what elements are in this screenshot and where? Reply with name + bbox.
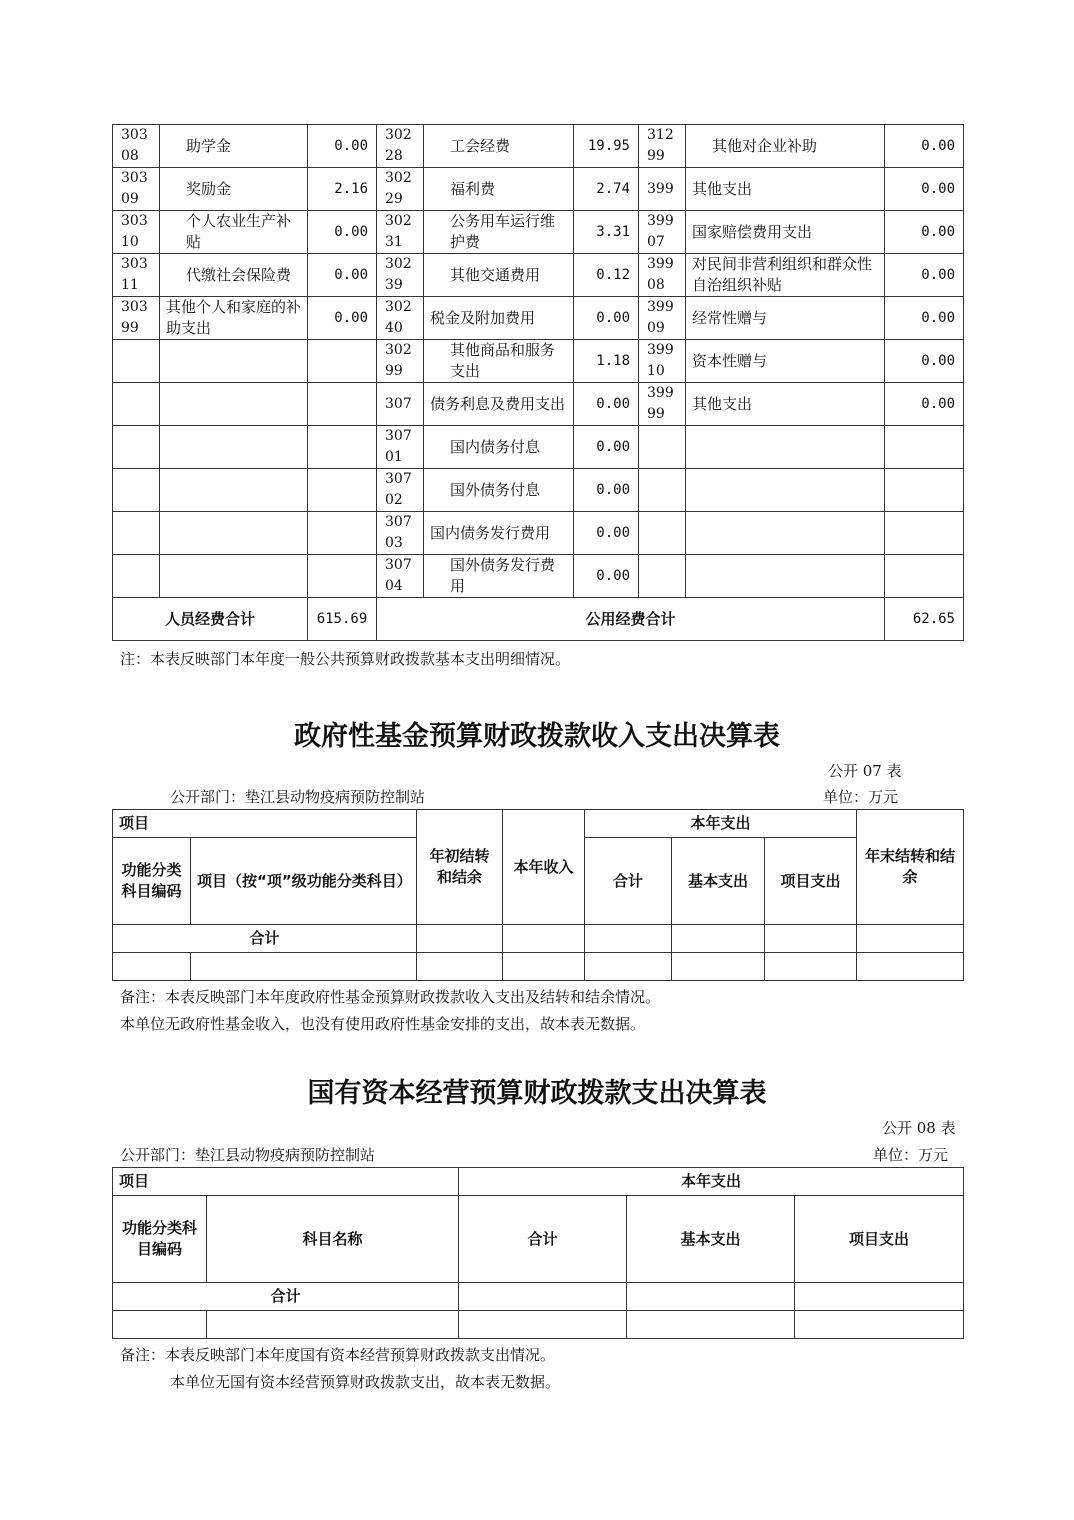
cell-c2: 30704 — [377, 555, 424, 598]
cell-n3: 其他支出 — [686, 383, 885, 426]
cell-v1: 0.00 — [308, 297, 377, 340]
cell-n2: 国外债务付息 — [424, 469, 574, 512]
cell-v1: 0.00 — [308, 254, 377, 297]
cell-v2: 2.74 — [574, 168, 639, 211]
cell-c1 — [113, 512, 160, 555]
cell-c2: 30239 — [377, 254, 424, 297]
t2-header-code: 功能分类科目编码 — [113, 838, 191, 925]
table-row — [113, 125, 964, 168]
table2-form-no: 公开 07 表 — [828, 762, 902, 780]
cell-v2: 19.95 — [574, 125, 639, 168]
cell-v1 — [308, 512, 377, 555]
cell-v2: 0.12 — [574, 254, 639, 297]
cell-v2: 0.00 — [574, 555, 639, 598]
cell-n3: 对民间非营利组织和群众性自治组织补贴 — [686, 254, 885, 297]
t3-header-name: 科目名称 — [207, 1196, 459, 1283]
cell-n3: 其他对企业补助 — [686, 125, 885, 168]
cell-n2: 国内债务付息 — [424, 426, 574, 469]
t2-header-expense: 本年支出 — [585, 810, 857, 838]
public-total-label: 公用经费合计 — [377, 598, 885, 641]
cell-c3 — [639, 555, 686, 598]
state-capital-table — [112, 1167, 964, 1339]
table3-note1: 备注：本表反映部门本年度国有资本经营预算财政拨款支出情况。 — [120, 1346, 556, 1364]
public-total-value: 62.65 — [885, 598, 964, 641]
cell-c2: 307 — [377, 383, 424, 426]
table2-title: 政府性基金预算财政拨款收入支出决算表 — [294, 721, 780, 752]
table-row — [113, 555, 964, 598]
cell-c3: 39908 — [639, 254, 686, 297]
basic-expense-detail-table — [112, 124, 964, 641]
cell-c1: 30308 — [113, 125, 160, 168]
cell-n1: 奖励金 — [160, 168, 308, 211]
cell-v3: 0.00 — [885, 168, 964, 211]
cell-c3 — [639, 469, 686, 512]
cell-c2: 30701 — [377, 426, 424, 469]
cell-v1: 0.00 — [308, 211, 377, 254]
cell-v3: 0.00 — [885, 125, 964, 168]
table3-title: 国有资本经营预算财政拨款支出决算表 — [307, 1078, 767, 1109]
cell-c3: 399 — [639, 168, 686, 211]
cell-n1 — [160, 383, 308, 426]
cell-n1 — [160, 340, 308, 383]
cell-c2: 30299 — [377, 340, 424, 383]
table-row — [113, 469, 964, 512]
cell-v2: 0.00 — [574, 426, 639, 469]
cell-n1 — [160, 426, 308, 469]
personnel-total-value: 615.69 — [308, 598, 377, 641]
t2-header-begin: 年初结转和结余 — [417, 810, 503, 925]
cell-v3 — [885, 555, 964, 598]
table2-unit: 单位：万元 — [823, 788, 899, 806]
t2-header-end: 年末结转和结余 — [857, 810, 964, 925]
cell-n1: 助学金 — [160, 125, 308, 168]
cell-c3 — [639, 426, 686, 469]
cell-c1: 30399 — [113, 297, 160, 340]
cell-n3 — [686, 555, 885, 598]
cell-c1: 30309 — [113, 168, 160, 211]
cell-v1: 0.00 — [308, 125, 377, 168]
cell-v1 — [308, 469, 377, 512]
cell-n2: 福利费 — [424, 168, 574, 211]
cell-n2: 国外债务发行费用 — [424, 555, 574, 598]
cell-v2: 0.00 — [574, 512, 639, 555]
cell-n2: 工会经费 — [424, 125, 574, 168]
t2-total-row — [113, 925, 964, 953]
table-row — [113, 340, 964, 383]
cell-v3: 0.00 — [885, 254, 964, 297]
cell-v3 — [885, 512, 964, 555]
table-row — [113, 512, 964, 555]
cell-n1: 个人农业生产补贴 — [160, 211, 308, 254]
t2-header-total: 合计 — [585, 838, 672, 925]
gov-fund-table — [112, 809, 964, 981]
cell-n3: 经常性赠与 — [686, 297, 885, 340]
cell-n1 — [160, 469, 308, 512]
cell-n3: 国家赔偿费用支出 — [686, 211, 885, 254]
t3-header-project: 项目支出 — [795, 1196, 964, 1283]
t3-header-total: 合计 — [459, 1196, 627, 1283]
table2-note1: 备注：本表反映部门本年度政府性基金预算财政拨款收入支出及结转和结余情况。 — [120, 988, 661, 1006]
cell-c1: 30310 — [113, 211, 160, 254]
t2-header-project: 项目支出 — [765, 838, 857, 925]
table3-unit: 单位：万元 — [873, 1146, 949, 1164]
cell-n1: 代缴社会保险费 — [160, 254, 308, 297]
cell-v1 — [308, 340, 377, 383]
table3-note2: 本单位无国有资本经营预算财政拨款支出，故本表无数据。 — [170, 1373, 561, 1391]
cell-c1 — [113, 426, 160, 469]
table-row — [113, 426, 964, 469]
cell-c1 — [113, 383, 160, 426]
cell-v3: 0.00 — [885, 297, 964, 340]
cell-c3 — [639, 512, 686, 555]
cell-c2: 30240 — [377, 297, 424, 340]
table2-note2: 本单位无政府性基金收入，也没有使用政府性基金安排的支出，故本表无数据。 — [120, 1015, 646, 1033]
cell-c3: 39999 — [639, 383, 686, 426]
cell-v2: 0.00 — [574, 383, 639, 426]
t3-empty-row — [113, 1311, 964, 1339]
t2-header-name: 项目（按“项”级功能分类科目） — [191, 838, 417, 925]
cell-c3: 31299 — [639, 125, 686, 168]
t3-total-label: 合计 — [113, 1283, 459, 1311]
table3-form-no: 公开 08 表 — [882, 1119, 956, 1137]
cell-n3 — [686, 426, 885, 469]
cell-v2: 1.18 — [574, 340, 639, 383]
cell-v2: 3.31 — [574, 211, 639, 254]
table2-dept: 公开部门：垫江县动物疫病预防控制站 — [170, 788, 426, 806]
t3-header-code: 功能分类科目编码 — [113, 1196, 207, 1283]
table1-note: 注：本表反映部门本年度一般公共预算财政拨款基本支出明细情况。 — [120, 650, 571, 668]
t3-header-basic: 基本支出 — [627, 1196, 795, 1283]
cell-c2: 30703 — [377, 512, 424, 555]
table-row — [113, 254, 964, 297]
cell-n2: 其他商品和服务支出 — [424, 340, 574, 383]
basic-expense-rows — [113, 125, 964, 598]
cell-c1 — [113, 555, 160, 598]
cell-c1 — [113, 340, 160, 383]
cell-n3 — [686, 469, 885, 512]
personnel-total-label: 人员经费合计 — [113, 598, 308, 641]
cell-n2: 其他交通费用 — [424, 254, 574, 297]
cell-n1: 其他个人和家庭的补助支出 — [160, 297, 308, 340]
cell-v1 — [308, 426, 377, 469]
cell-v2: 0.00 — [574, 469, 639, 512]
cell-v3: 0.00 — [885, 340, 964, 383]
cell-c3: 39907 — [639, 211, 686, 254]
cell-c3: 39910 — [639, 340, 686, 383]
cell-c1 — [113, 469, 160, 512]
cell-v3 — [885, 426, 964, 469]
t3-header-expense: 本年支出 — [459, 1168, 964, 1196]
cell-n2: 国内债务发行费用 — [424, 512, 574, 555]
cell-v3: 0.00 — [885, 211, 964, 254]
cell-v1 — [308, 383, 377, 426]
cell-c2: 30702 — [377, 469, 424, 512]
table-row — [113, 211, 964, 254]
cell-v1 — [308, 555, 377, 598]
cell-n1 — [160, 512, 308, 555]
t2-total-label: 合计 — [113, 925, 417, 953]
t2-empty-row — [113, 953, 964, 981]
cell-v3: 0.00 — [885, 383, 964, 426]
cell-v1: 2.16 — [308, 168, 377, 211]
t2-header-income: 本年收入 — [503, 810, 585, 925]
cell-n1 — [160, 555, 308, 598]
cell-n2: 税金及附加费用 — [424, 297, 574, 340]
t2-header-item: 项目 — [113, 810, 417, 838]
cell-n3: 其他支出 — [686, 168, 885, 211]
totals-row — [113, 598, 964, 641]
cell-n3 — [686, 512, 885, 555]
cell-c3: 39909 — [639, 297, 686, 340]
t2-header-basic: 基本支出 — [672, 838, 765, 925]
cell-c2: 30231 — [377, 211, 424, 254]
table-row — [113, 168, 964, 211]
table-row — [113, 297, 964, 340]
t3-total-row — [113, 1283, 964, 1311]
cell-c2: 30229 — [377, 168, 424, 211]
cell-c1: 30311 — [113, 254, 160, 297]
cell-n2: 债务利息及费用支出 — [424, 383, 574, 426]
cell-n2: 公务用车运行维护费 — [424, 211, 574, 254]
cell-c2: 30228 — [377, 125, 424, 168]
cell-n3: 资本性赠与 — [686, 340, 885, 383]
table-row — [113, 383, 964, 426]
cell-v3 — [885, 469, 964, 512]
cell-v2: 0.00 — [574, 297, 639, 340]
t3-header-item: 项目 — [113, 1168, 459, 1196]
table3-dept: 公开部门：垫江县动物疫病预防控制站 — [120, 1146, 376, 1164]
